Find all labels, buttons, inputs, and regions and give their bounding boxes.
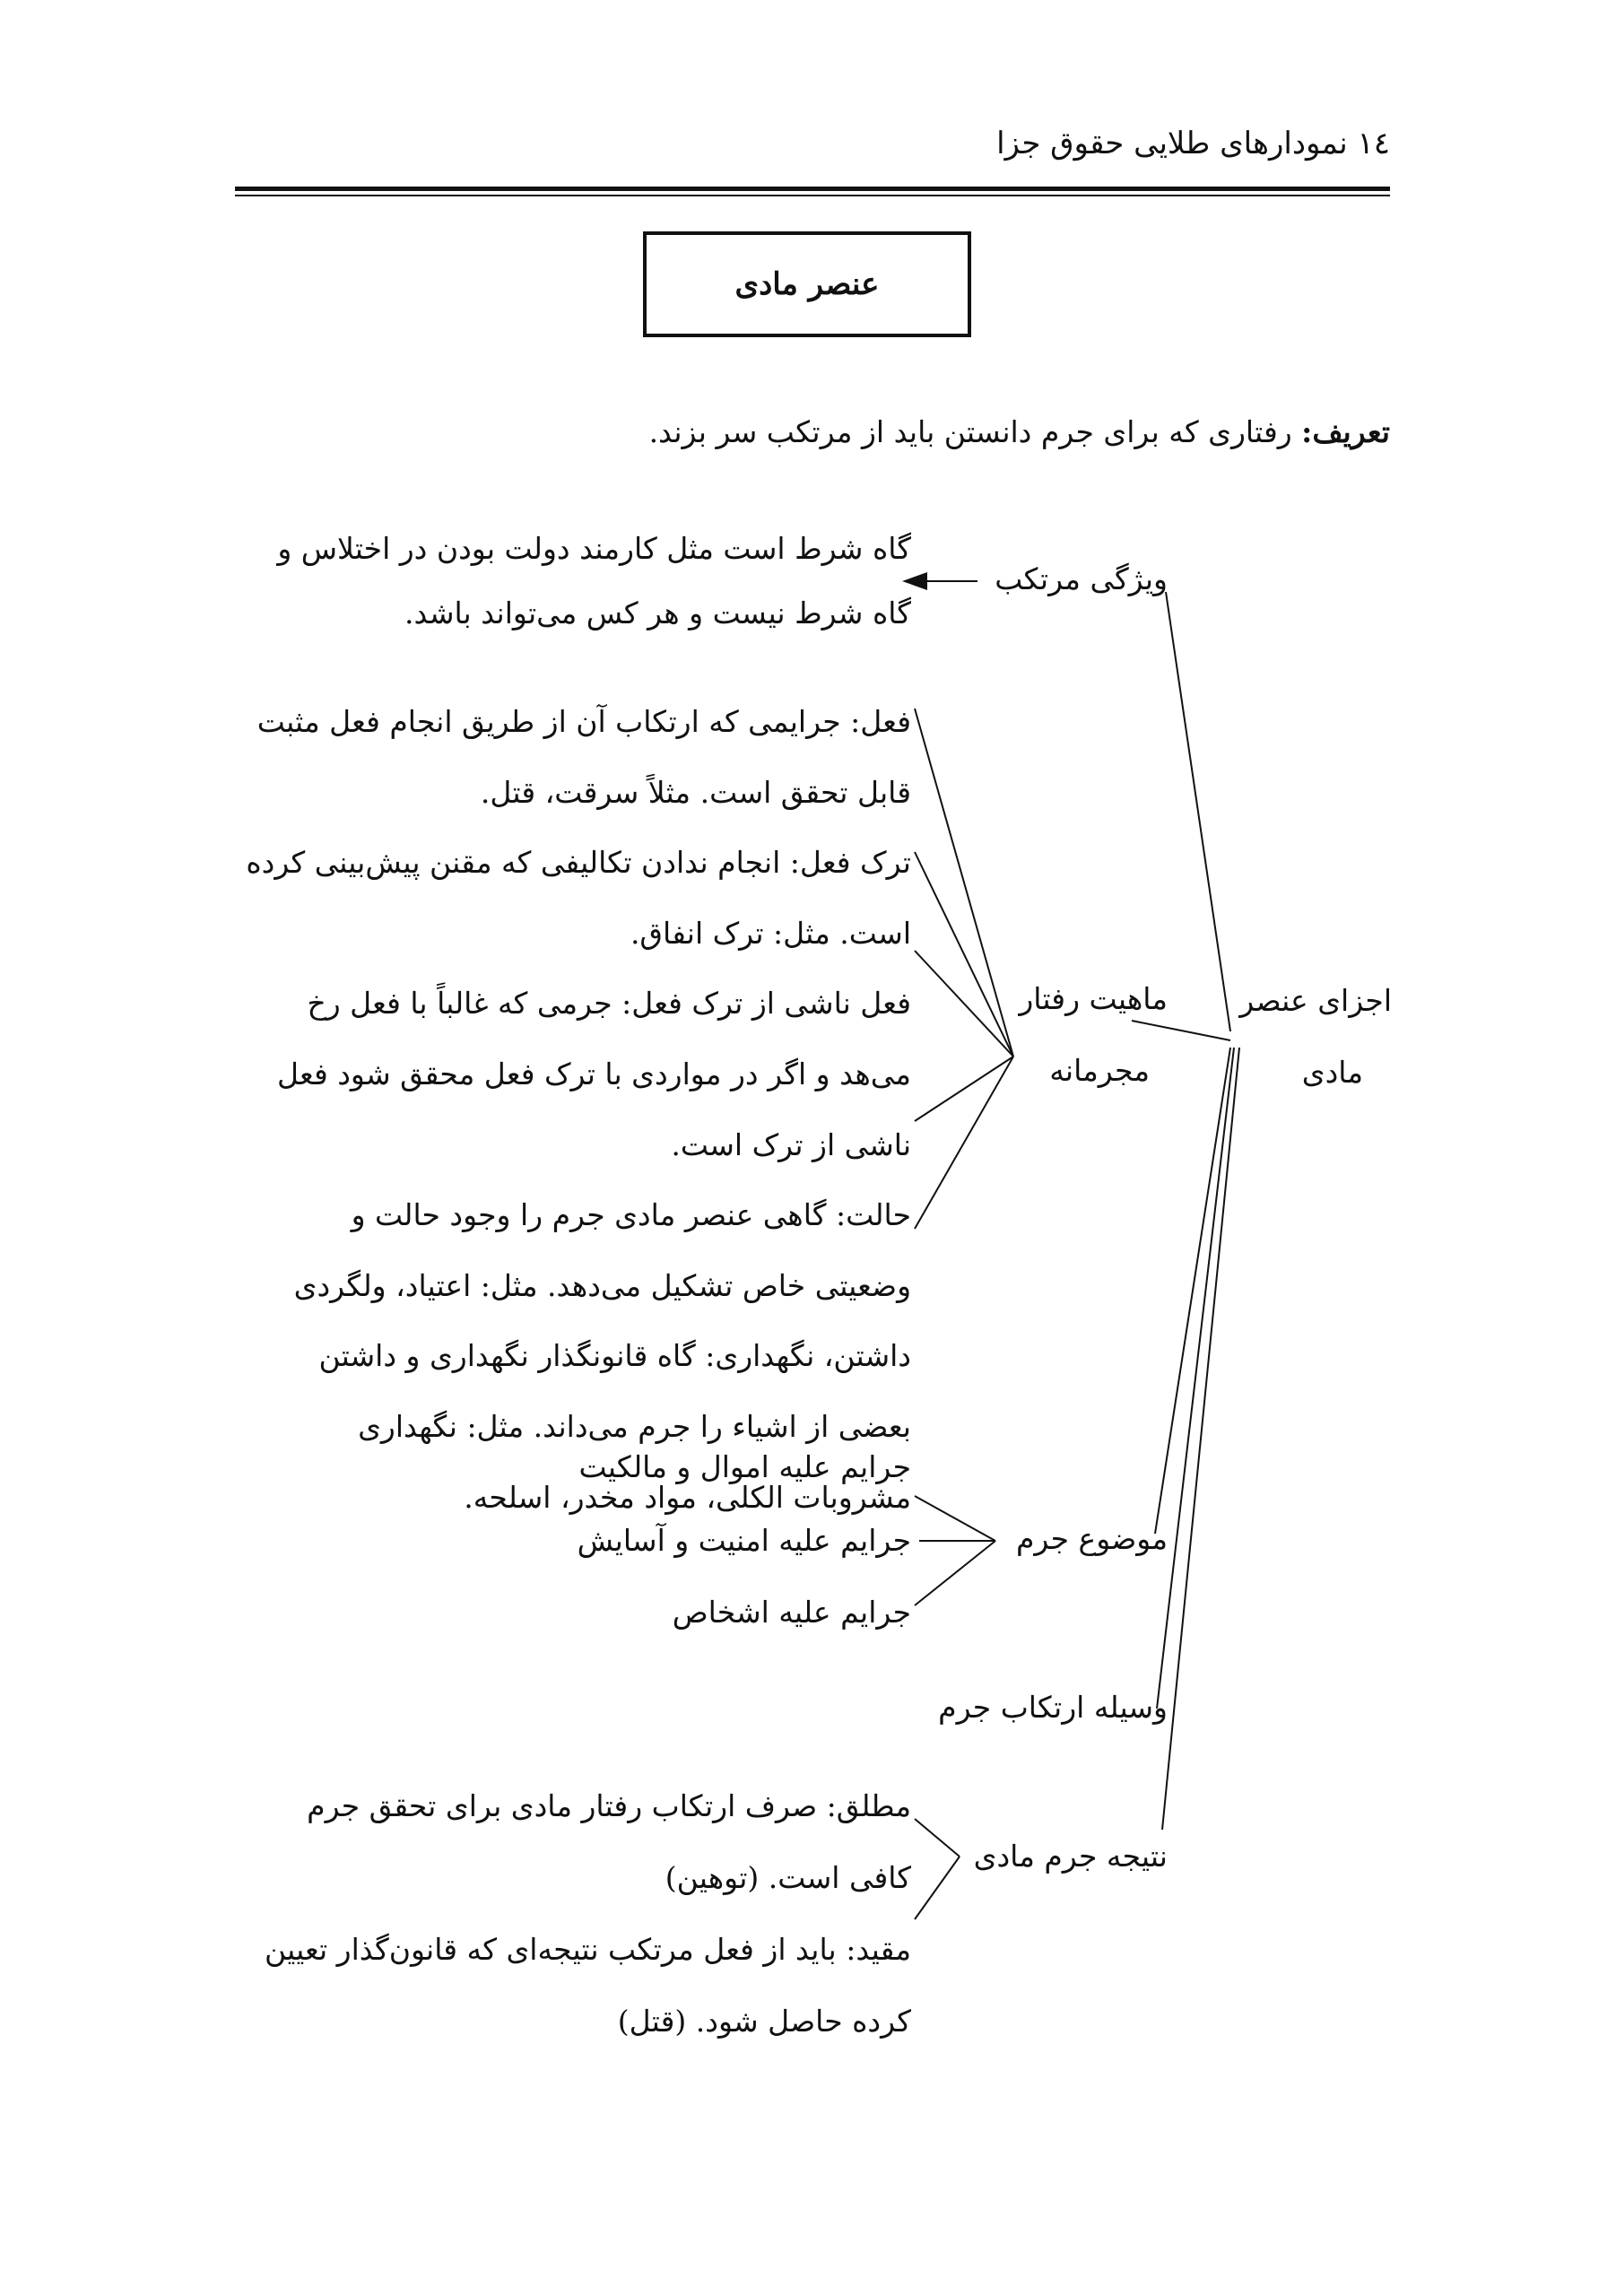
result-text-line: مقید: باید از فعل مرتکب نتیجه‌ای که قانون‌گذار تعیین xyxy=(265,1932,911,1967)
perpetrator-text-line: گاه شرط نیست و هر کس می‌تواند باشد. xyxy=(404,596,911,631)
connector-conduct-4 xyxy=(915,1057,1013,1121)
conduct-label-line2: مجرمانه xyxy=(1049,1053,1150,1088)
conduct-text-line: می‌هد و اگر در مواردی با ترک فعل محقق شود فعل xyxy=(277,1056,911,1091)
perpetrator-text xyxy=(233,513,911,649)
connector-root-conduct xyxy=(1132,1021,1230,1040)
conduct-text-line: بعضی از اشیاء را جرم می‌داند. مثل: نگهداری xyxy=(358,1408,911,1444)
conduct-text-line: داشتن، نگهداری: گاه قانونگذار نگهداری و داشتن xyxy=(318,1338,911,1374)
conduct-text-line: فعل ناشی از ترک فعل: جرمی که غالباً با فعل رخ xyxy=(307,986,911,1022)
connector-result-1 xyxy=(915,1819,960,1857)
subject-label: موضوع جرم xyxy=(1015,1521,1168,1556)
conduct-text-line: ناشی از ترک است. xyxy=(671,1126,911,1162)
connector-root-subject xyxy=(1155,1048,1230,1534)
connector-subject-1 xyxy=(915,1496,995,1541)
conduct-text-line: وضعیتی خاص تشکیل می‌دهد. مثل: اعتیاد، ولگردی xyxy=(293,1267,911,1303)
connector-root-result xyxy=(1162,1048,1239,1830)
perpetrator-label: ویژگی مرتکب xyxy=(995,561,1168,596)
section-title: عنصر مادی xyxy=(734,266,880,302)
definition-text: رفتاری که برای جرم دانستن باید از مرتکب سر بزند. xyxy=(648,414,1292,449)
result-text-line: کافی است. (توهین) xyxy=(665,1860,911,1895)
conduct-label-line1: ماهیت رفتار xyxy=(1019,981,1168,1016)
root-node-line1: اجزای عنصر xyxy=(1239,983,1392,1018)
conduct-text-line: است. مثل: ترک انفاق. xyxy=(630,915,911,951)
means-label: وسیله ارتکاب جرم xyxy=(938,1690,1168,1725)
result-description xyxy=(230,1770,911,2057)
conduct-text-line: ترک فعل: انجام ندادن تکالیفی که مقنن پیش‌بینی کرده xyxy=(246,845,911,881)
result-text-line: مطلق: صرف ارتکاب رفتار مادی برای تحقق جرم xyxy=(307,1788,911,1823)
result-label: نتیجه جرم مادی xyxy=(973,1839,1168,1874)
result-text-line: کرده حاصل شود. (قتل) xyxy=(617,2004,911,2039)
conduct-description xyxy=(230,687,911,1533)
running-header: ١٤ نمودارهای طلایی حقوق جزا xyxy=(996,126,1390,161)
connector-root-means xyxy=(1157,1048,1234,1709)
definition-label: تعریف: xyxy=(1301,414,1390,449)
conduct-text-line: مشروبات الکلی، مواد مخدر، اسلحه. xyxy=(464,1479,911,1515)
connector-result-2 xyxy=(915,1857,960,1919)
conduct-text-line: فعل: جرایمی که ارتکاب آن از طریق انجام فعل مثبت xyxy=(256,704,911,739)
subject-item-2: جرایم علیه امنیت و آسایش xyxy=(577,1523,911,1558)
connector-conduct-5 xyxy=(915,1057,1013,1229)
connector-root-perpetrator xyxy=(1166,592,1230,1031)
conduct-text-line: حالت: گاهی عنصر مادی جرم را وجود حالت و xyxy=(351,1197,911,1233)
root-node-line2: مادی xyxy=(1301,1055,1363,1090)
perpetrator-text-line: گاه شرط است مثل کارمند دولت بودن در اختلاس و xyxy=(277,531,911,566)
conduct-text-line: قابل تحقق است. مثلاً سرقت، قتل. xyxy=(480,774,911,810)
subject-item-1: جرایم علیه اموال و مالکیت xyxy=(578,1449,911,1484)
subject-item-3: جرایم علیه اشخاص xyxy=(672,1595,911,1630)
connector-subject-3 xyxy=(915,1541,995,1605)
